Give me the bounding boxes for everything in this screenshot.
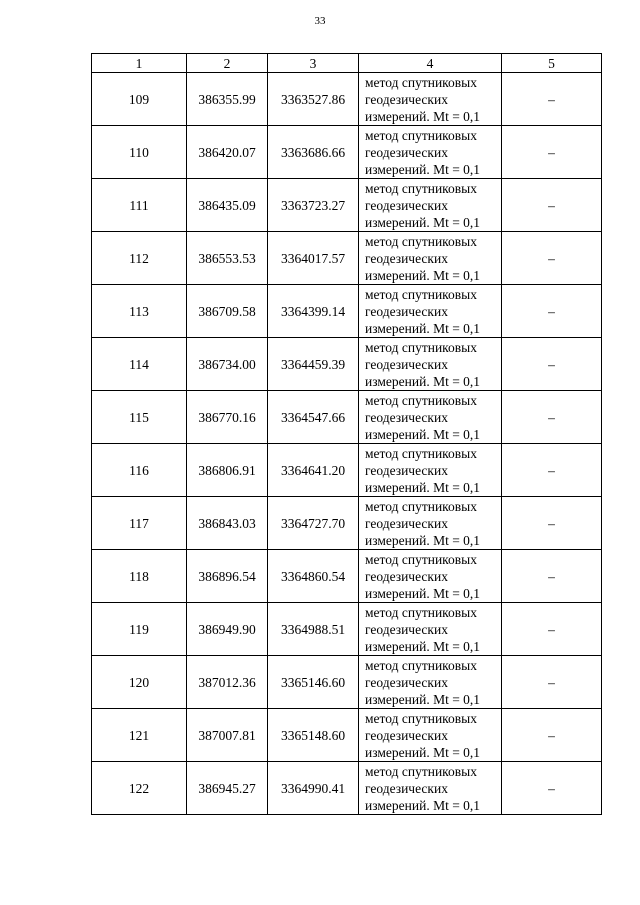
method-line: геодезических — [365, 144, 448, 160]
method-cell — [359, 603, 502, 656]
y-coordinate-cell: 3363686.66 — [268, 126, 359, 179]
method-cell — [359, 126, 502, 179]
table-row — [92, 179, 602, 232]
note-cell: – — [502, 391, 602, 444]
point-number-cell: 119 — [92, 603, 187, 656]
method-cell — [359, 444, 502, 497]
method-line: измерений. Mt = 0,1 — [365, 585, 481, 601]
note-cell: – — [502, 656, 602, 709]
table-row — [92, 603, 602, 656]
y-coordinate-cell: 3365146.60 — [268, 656, 359, 709]
x-coordinate-cell: 386734.00 — [187, 338, 268, 391]
point-number-cell: 111 — [92, 179, 187, 232]
method-line: геодезических — [365, 409, 448, 425]
method-line: метод спутниковых — [365, 710, 477, 726]
note-cell: – — [502, 338, 602, 391]
method-cell — [359, 762, 502, 815]
method-line: метод спутниковых — [365, 286, 477, 302]
method-cell — [359, 497, 502, 550]
point-number-cell: 112 — [92, 232, 187, 285]
table-row — [92, 285, 602, 338]
point-number-cell: 118 — [92, 550, 187, 603]
note-cell: – — [502, 444, 602, 497]
x-coordinate-cell: 387007.81 — [187, 709, 268, 762]
header-cell-note: 5 — [502, 54, 602, 73]
y-coordinate-cell: 3364990.41 — [268, 762, 359, 815]
y-coordinate-cell: 3364399.14 — [268, 285, 359, 338]
note-cell: – — [502, 73, 602, 126]
table-row — [92, 762, 602, 815]
note-cell: – — [502, 179, 602, 232]
method-line: геодезических — [365, 568, 448, 584]
method-line: геодезических — [365, 91, 448, 107]
table-row — [92, 126, 602, 179]
method-cell — [359, 338, 502, 391]
method-line: метод спутниковых — [365, 127, 477, 143]
method-cell — [359, 285, 502, 338]
x-coordinate-cell: 386709.58 — [187, 285, 268, 338]
method-line: измерений. Mt = 0,1 — [365, 320, 481, 336]
method-line: метод спутниковых — [365, 763, 477, 779]
method-cell — [359, 550, 502, 603]
point-number-cell: 110 — [92, 126, 187, 179]
method-line: измерений. Mt = 0,1 — [365, 426, 481, 442]
table-row — [92, 444, 602, 497]
method-line: измерений. Mt = 0,1 — [365, 108, 481, 124]
method-line: измерений. Mt = 0,1 — [365, 373, 481, 389]
y-coordinate-cell: 3364641.20 — [268, 444, 359, 497]
note-cell: – — [502, 126, 602, 179]
method-line: геодезических — [365, 356, 448, 372]
note-cell: – — [502, 603, 602, 656]
method-line: геодезических — [365, 727, 448, 743]
method-line: геодезических — [365, 515, 448, 531]
y-coordinate-cell: 3364727.70 — [268, 497, 359, 550]
table-row — [92, 338, 602, 391]
header-row — [92, 54, 602, 73]
x-coordinate-cell: 387012.36 — [187, 656, 268, 709]
method-line: метод спутниковых — [365, 233, 477, 249]
method-cell — [359, 179, 502, 232]
x-coordinate-cell: 386355.99 — [187, 73, 268, 126]
method-cell — [359, 656, 502, 709]
method-line: измерений. Mt = 0,1 — [365, 214, 481, 230]
point-number-cell: 115 — [92, 391, 187, 444]
x-coordinate-cell: 386770.16 — [187, 391, 268, 444]
point-number-cell: 109 — [92, 73, 187, 126]
point-number-cell: 116 — [92, 444, 187, 497]
y-coordinate-cell: 3364860.54 — [268, 550, 359, 603]
y-coordinate-cell: 3363527.86 — [268, 73, 359, 126]
note-cell: – — [502, 550, 602, 603]
header-cell-x: 2 — [187, 54, 268, 73]
x-coordinate-cell: 386553.53 — [187, 232, 268, 285]
method-line: измерений. Mt = 0,1 — [365, 744, 481, 760]
table-row — [92, 709, 602, 762]
method-line: геодезических — [365, 462, 448, 478]
method-cell — [359, 709, 502, 762]
method-cell — [359, 232, 502, 285]
method-line: геодезических — [365, 780, 448, 796]
table-row — [92, 73, 602, 126]
table-row — [92, 391, 602, 444]
method-cell — [359, 73, 502, 126]
method-line: измерений. Mt = 0,1 — [365, 267, 481, 283]
x-coordinate-cell: 386420.07 — [187, 126, 268, 179]
table-row — [92, 656, 602, 709]
y-coordinate-cell: 3364459.39 — [268, 338, 359, 391]
table-row — [92, 497, 602, 550]
method-line: измерений. Mt = 0,1 — [365, 691, 481, 707]
method-line: метод спутниковых — [365, 445, 477, 461]
method-line: метод спутниковых — [365, 551, 477, 567]
method-line: измерений. Mt = 0,1 — [365, 161, 481, 177]
x-coordinate-cell: 386806.91 — [187, 444, 268, 497]
y-coordinate-cell: 3365148.60 — [268, 709, 359, 762]
header-cell-y: 3 — [268, 54, 359, 73]
point-number-cell: 121 — [92, 709, 187, 762]
method-line: измерений. Mt = 0,1 — [365, 797, 481, 813]
method-line: геодезических — [365, 621, 448, 637]
method-line: метод спутниковых — [365, 392, 477, 408]
method-line: метод спутниковых — [365, 657, 477, 673]
point-number-cell: 120 — [92, 656, 187, 709]
table-row — [92, 550, 602, 603]
coordinates-table — [91, 53, 602, 815]
y-coordinate-cell: 3364988.51 — [268, 603, 359, 656]
method-line: геодезических — [365, 303, 448, 319]
method-line: метод спутниковых — [365, 604, 477, 620]
point-number-cell: 113 — [92, 285, 187, 338]
point-number-cell: 122 — [92, 762, 187, 815]
note-cell: – — [502, 762, 602, 815]
method-line: геодезических — [365, 250, 448, 266]
point-number-cell: 117 — [92, 497, 187, 550]
note-cell: – — [502, 709, 602, 762]
method-line: геодезических — [365, 197, 448, 213]
x-coordinate-cell: 386435.09 — [187, 179, 268, 232]
x-coordinate-cell: 386945.27 — [187, 762, 268, 815]
y-coordinate-cell: 3363723.27 — [268, 179, 359, 232]
note-cell: – — [502, 285, 602, 338]
method-line: метод спутниковых — [365, 74, 477, 90]
header-cell-point: 1 — [92, 54, 187, 73]
note-cell: – — [502, 497, 602, 550]
point-number-cell: 114 — [92, 338, 187, 391]
method-line: измерений. Mt = 0,1 — [365, 479, 481, 495]
method-line: геодезических — [365, 674, 448, 690]
method-line: метод спутниковых — [365, 498, 477, 514]
note-cell: – — [502, 232, 602, 285]
method-line: измерений. Mt = 0,1 — [365, 638, 481, 654]
x-coordinate-cell: 386949.90 — [187, 603, 268, 656]
method-line: метод спутниковых — [365, 180, 477, 196]
y-coordinate-cell: 3364017.57 — [268, 232, 359, 285]
method-cell — [359, 391, 502, 444]
table-row — [92, 232, 602, 285]
x-coordinate-cell: 386896.54 — [187, 550, 268, 603]
x-coordinate-cell: 386843.03 — [187, 497, 268, 550]
page-number: 33 — [314, 15, 326, 27]
method-line: измерений. Mt = 0,1 — [365, 532, 481, 548]
y-coordinate-cell: 3364547.66 — [268, 391, 359, 444]
method-line: метод спутниковых — [365, 339, 477, 355]
header-cell-method: 4 — [359, 54, 502, 73]
